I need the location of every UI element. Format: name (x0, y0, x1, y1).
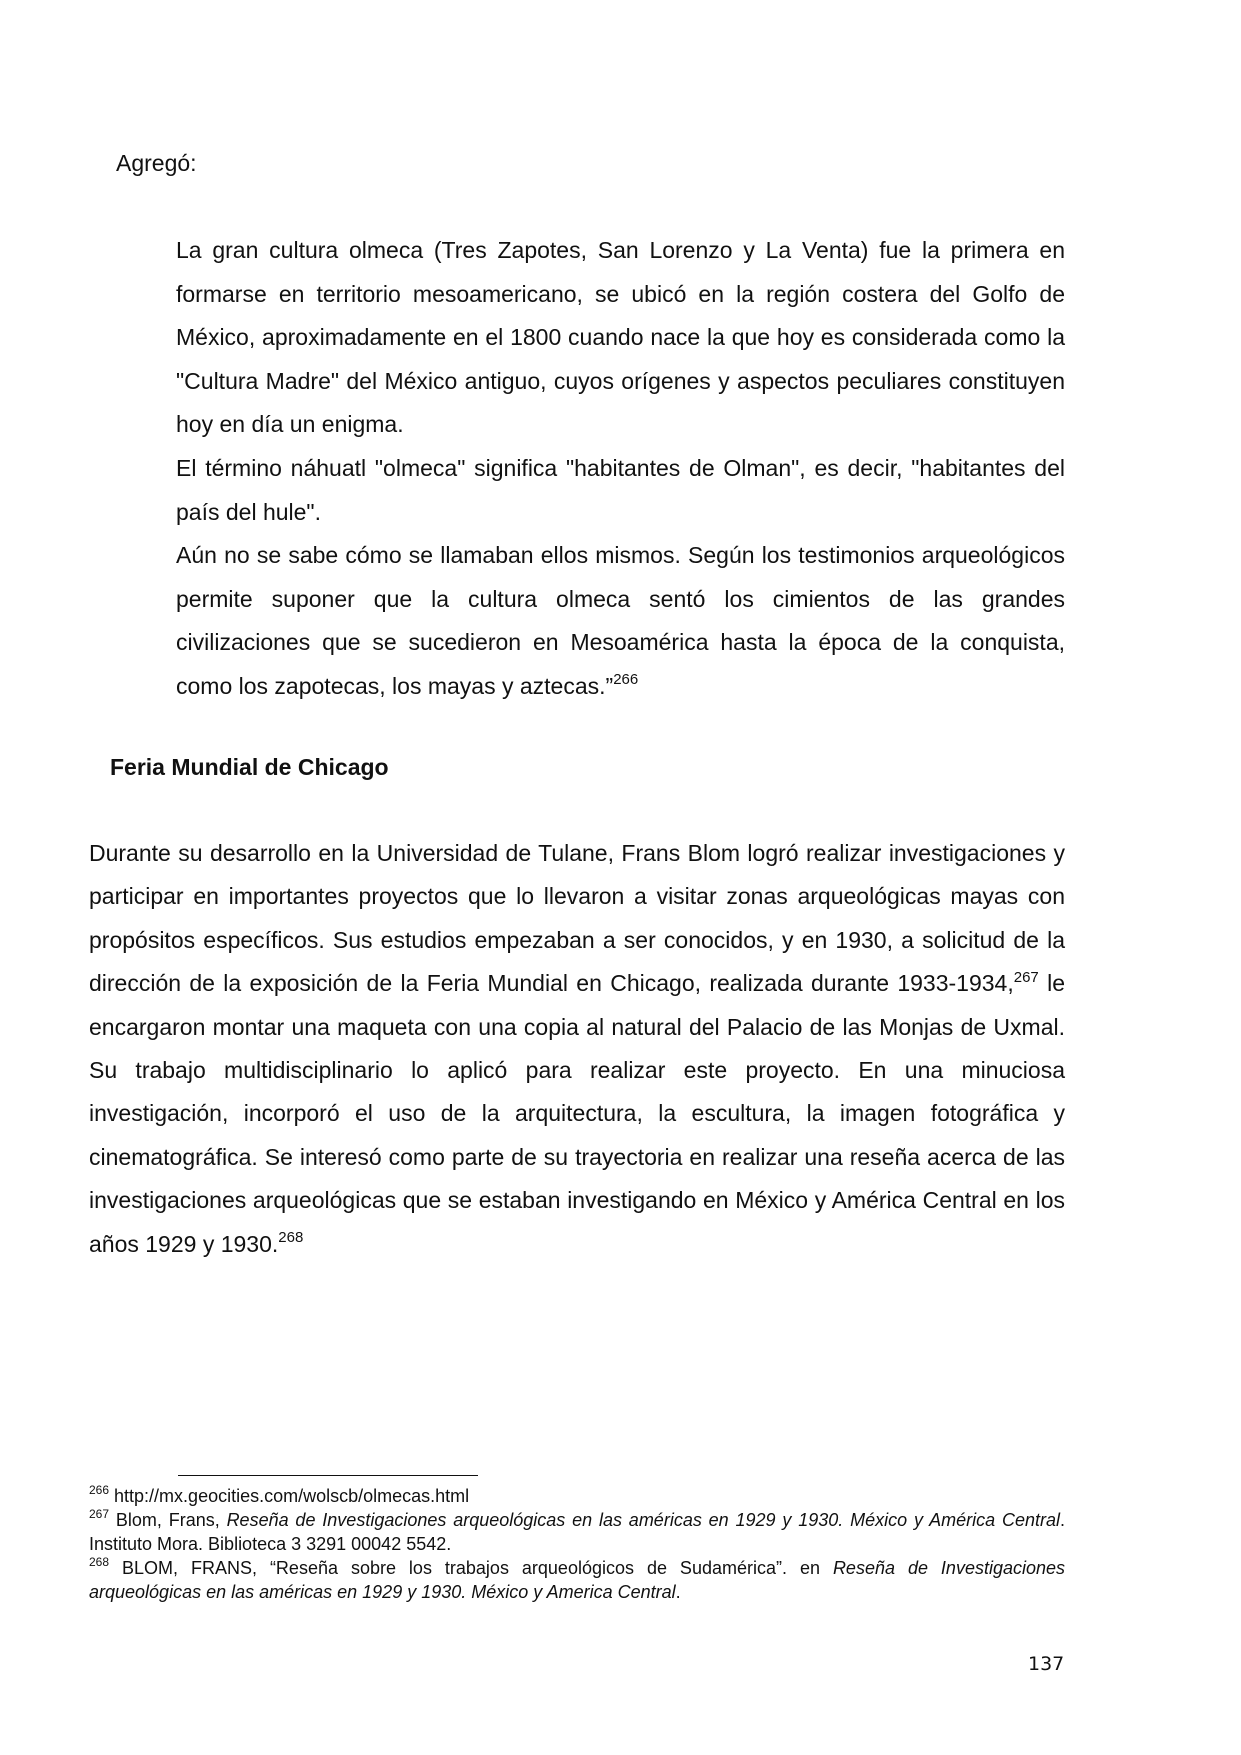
footnote-ref[interactable]: 267 (1013, 968, 1039, 986)
footnote-title: Reseña de Investigaciones arqueológicas en las américas en 1929 y 1930. México y America Central (89, 1558, 1066, 1602)
block-quote (176, 229, 1065, 709)
quote-paragraph (176, 534, 1065, 708)
section-heading: Feria Mundial de Chicago (110, 754, 389, 780)
quote-text: Aún no se sabe cómo se llamaban ellos mismos. Según los testimonios arqueológicos permite suponer que la cultura olmeca sentó los cimientos de las grandes civilizaciones que se sucedieron en Mesoamérica hasta la época de la conquista, como los zapotecas, los mayas y aztecas.” (176, 542, 1065, 699)
footnote-268 (89, 1556, 1065, 1604)
page-number: 137 (1028, 1653, 1065, 1675)
footnote-text: . Instituto Mora. Biblioteca 3 3291 00042 5542. (89, 1510, 1065, 1554)
footnote-266 (89, 1484, 1065, 1508)
body-paragraph (89, 832, 1065, 1266)
footnote-separator (178, 1475, 478, 1476)
footnote-text: http://mx.geocities.com/wolscb/olmecas.html (109, 1486, 470, 1506)
footnote-text: . (675, 1582, 681, 1602)
footnote-text: BLOM, FRANS, “Reseña sobre los trabajos arqueológicos de Sudamérica”. en (109, 1558, 833, 1578)
body-text: Durante su desarrollo en la Universidad de Tulane, Frans Blom logró realizar investigaciones y participar en importantes proyectos que lo llevaron a visitar zonas arqueológicas mayas con propósitos específicos. Sus estudios empezaban a ser conocidos, y en 1930, a solicitud de la dirección de la exposición de la Feria Mundial en Chicago, realizada durante 1933-1934, (89, 840, 1065, 997)
footnote-267 (89, 1508, 1065, 1556)
footnote-ref[interactable]: 266 (613, 671, 639, 689)
footnote-number: 267 (89, 1507, 110, 1521)
footnote-title: Reseña de Investigaciones arqueológicas en las américas en 1929 y 1930. México y América Central (226, 1510, 1060, 1530)
footnote-ref[interactable]: 268 (278, 1229, 304, 1246)
footnote-number: 268 (89, 1555, 110, 1569)
footnote-text: Blom, Frans, (109, 1510, 227, 1530)
footnotes (89, 1484, 1065, 1604)
quote-paragraph: La gran cultura olmeca (Tres Zapotes, San Lorenzo y La Venta) fue la primera en formarse en territorio mesoamericano, se ubicó en la región costera del Golfo de México, aproximadamente en el 1800 cuando nace la que hoy es considerada como la "Cultura Madre" del México antiguo, cuyos orígenes y aspectos peculiares constituyen hoy en día un enigma. (176, 237, 1065, 438)
quote-paragraph: El término náhuatl "olmeca" significa "habitantes de Olman", es decir, "habitantes del país del hule". (176, 454, 1065, 525)
body-text: le encargaron montar una maqueta con una copia al natural del Palacio de las Monjas de Uxmal. Su trabajo multidisciplinario lo aplicó para realizar este proyecto. En una minuciosa investigación, incorporó el uso de la arquitectura, la escultura, la imagen fotográfica y cinematográfica. Se interesó como parte de su trayectoria en realizar una reseña acerca de las investigaciones arqueológicas que se estaban investigando en México y América Central en los años 1929 y 1930. (89, 970, 1066, 1257)
footnote-number: 266 (89, 1483, 110, 1497)
intro-text: Agregó: (116, 150, 197, 176)
